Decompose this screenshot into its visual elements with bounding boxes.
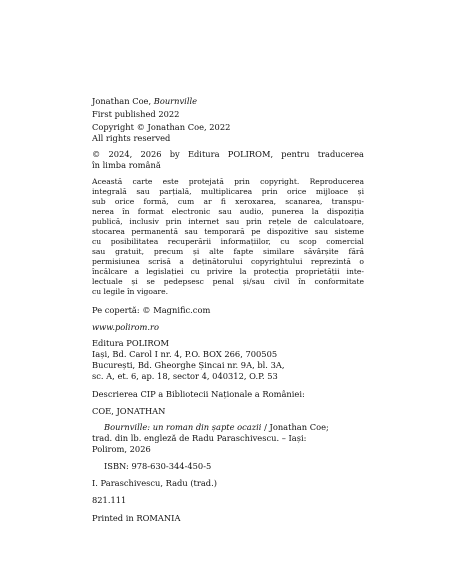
legal-notice-line: permisiunea scrisă a deținătorului copyrightului reprezintă o	[92, 257, 364, 266]
legal-notice-line: lectuale și se pedepsesc penal și/sau civil în conformitate	[92, 277, 364, 286]
legal-notice-line: integrală sau parțială, multiplicarea prin orice mijloace și	[92, 187, 364, 196]
legal-notice-line: sau gratuit, precum și alte fapte similare săvârșite fără	[92, 247, 364, 256]
author-title-line	[92, 96, 364, 106]
legal-notice-line: sub orice formă, cum ar fi xeroxarea, scanarea, transpu-	[92, 197, 364, 206]
cip-author-name: COE, JONATHAN	[92, 406, 166, 416]
publisher-address-line: Iași, Bd. Carol I nr. 4, P.O. BOX 266, 700505	[92, 349, 278, 359]
legal-notice-line: încălcare a legislației cu privire la protecția proprietății inte-	[92, 267, 364, 276]
translation-copyright-line: în limba română	[92, 160, 161, 170]
cip-heading: Descrierea CIP a Bibliotecii Naționale a României:	[92, 389, 305, 399]
cip-title-line	[92, 422, 364, 432]
publisher-name: Editura POLIROM	[92, 338, 169, 348]
cip-publisher-line: Polirom, 2026	[92, 444, 151, 454]
isbn: ISBN: 978-630-344-450-5	[104, 461, 212, 471]
rights-line: All rights reserved	[92, 133, 171, 143]
legal-notice-line: nerea în format electronic sau audio, punerea la dispoziția	[92, 207, 364, 216]
cip-classification: 821.111	[92, 495, 127, 505]
printed-in: Printed in ROMANIA	[92, 513, 181, 523]
publisher-address-line: sc. A, et. 6, ap. 18, sector 4, 040312, O.P. 53	[92, 371, 278, 381]
first-published: First published 2022	[92, 109, 180, 119]
legal-notice-line: publică, inclusiv prin internet sau prin rețele de calculatoare,	[92, 217, 364, 226]
translation-copyright-line: © 2024, 2026 by Editura POLIROM, pentru traducerea	[92, 149, 364, 159]
cip-translation-line: trad. din lb. engleză de Radu Paraschivescu. – Iași:	[92, 433, 307, 443]
original-title: Bournville	[153, 96, 198, 106]
website-link[interactable]: www.polirom.ro	[92, 322, 159, 332]
cover-credit: Pe copertă: © Magnific.com	[92, 305, 211, 315]
publisher-address-line: București, Bd. Gheorghe Șincai nr. 9A, bl. 3A,	[92, 360, 285, 370]
cip-translator: I. Paraschivescu, Radu (trad.)	[92, 478, 217, 488]
cip-title-rest: / Jonathan Coe;	[261, 422, 329, 432]
legal-notice-line: Această carte este protejată prin copyright. Reproducerea	[92, 177, 364, 186]
legal-notice-line: cu legile în vigoare.	[92, 287, 169, 296]
author-name: Jonathan Coe,	[92, 96, 154, 106]
legal-notice-line: stocarea permanentă sau temporară pe dispozitive sau sisteme	[92, 227, 364, 236]
copyright-line: Copyright © Jonathan Coe, 2022	[92, 122, 231, 132]
cip-title: Bournville: un roman din șapte ocazii	[104, 422, 262, 432]
legal-notice-line: cu posibilitatea recuperării informațiilor, cu scop comercial	[92, 237, 364, 246]
